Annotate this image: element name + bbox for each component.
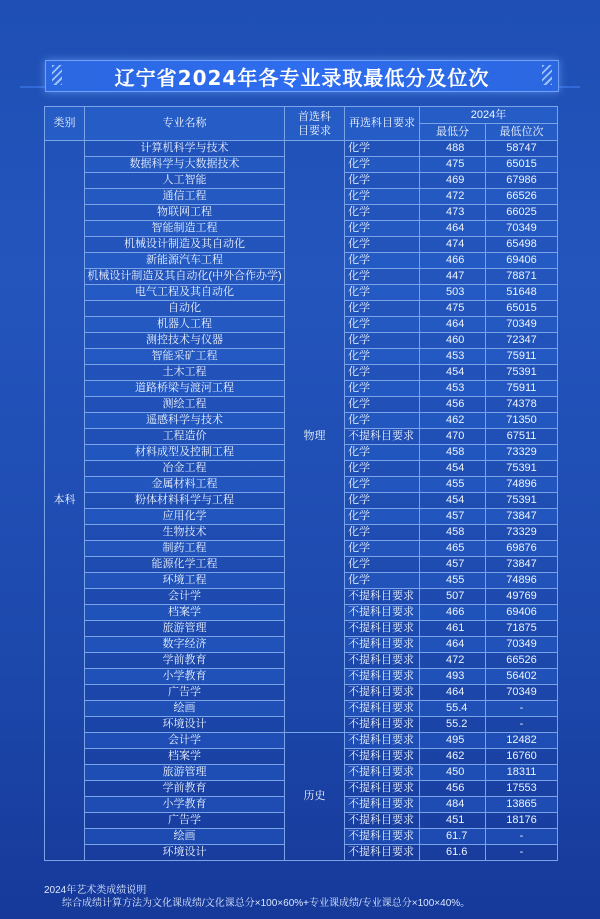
min-score-cell: 462 bbox=[420, 413, 486, 429]
min-rank-cell: 70349 bbox=[486, 221, 558, 237]
second-subject-cell: 化学 bbox=[345, 461, 420, 477]
major-cell: 机械设计制造及其自动化 bbox=[85, 237, 285, 253]
min-rank-cell: 58747 bbox=[486, 141, 558, 157]
second-subject-cell: 不提科目要求 bbox=[345, 429, 420, 445]
min-score-cell: 458 bbox=[420, 445, 486, 461]
min-rank-cell: 73329 bbox=[486, 525, 558, 541]
major-cell: 自动化 bbox=[85, 301, 285, 317]
header-category: 类别 bbox=[45, 107, 85, 141]
min-score-cell: 474 bbox=[420, 237, 486, 253]
second-subject-cell: 化学 bbox=[345, 557, 420, 573]
page-title: 辽宁省2024年各专业录取最低分及位次 bbox=[114, 65, 490, 90]
second-subject-cell: 化学 bbox=[345, 525, 420, 541]
min-rank-cell: - bbox=[486, 845, 558, 861]
min-rank-cell: 75391 bbox=[486, 493, 558, 509]
header-first-subject: 首选科目要求 bbox=[285, 107, 345, 141]
min-score-cell: 61.7 bbox=[420, 829, 486, 845]
min-rank-cell: 65015 bbox=[486, 157, 558, 173]
min-rank-cell: 75391 bbox=[486, 461, 558, 477]
min-rank-cell: 75911 bbox=[486, 349, 558, 365]
major-cell: 小学教育 bbox=[85, 669, 285, 685]
min-score-cell: 457 bbox=[420, 509, 486, 525]
second-subject-cell: 不提科目要求 bbox=[345, 781, 420, 797]
second-subject-cell: 化学 bbox=[345, 301, 420, 317]
min-rank-cell: - bbox=[486, 717, 558, 733]
min-score-cell: 454 bbox=[420, 461, 486, 477]
min-rank-cell: 66526 bbox=[486, 189, 558, 205]
min-rank-cell: 70349 bbox=[486, 317, 558, 333]
second-subject-cell: 化学 bbox=[345, 141, 420, 157]
min-score-cell: 472 bbox=[420, 189, 486, 205]
header-second-subject: 再选科目要求 bbox=[345, 107, 420, 141]
major-cell: 测绘工程 bbox=[85, 397, 285, 413]
min-rank-cell: 69876 bbox=[486, 541, 558, 557]
major-cell: 智能制造工程 bbox=[85, 221, 285, 237]
major-cell: 金属材料工程 bbox=[85, 477, 285, 493]
second-subject-cell: 不提科目要求 bbox=[345, 845, 420, 861]
min-rank-cell: 13865 bbox=[486, 797, 558, 813]
major-cell: 道路桥梁与渡河工程 bbox=[85, 381, 285, 397]
major-cell: 广告学 bbox=[85, 685, 285, 701]
major-cell: 通信工程 bbox=[85, 189, 285, 205]
min-score-cell: 475 bbox=[420, 301, 486, 317]
second-subject-cell: 化学 bbox=[345, 253, 420, 269]
second-subject-cell: 不提科目要求 bbox=[345, 701, 420, 717]
second-subject-cell: 化学 bbox=[345, 269, 420, 285]
major-cell: 生物技术 bbox=[85, 525, 285, 541]
major-cell: 物联网工程 bbox=[85, 205, 285, 221]
min-score-cell: 61.6 bbox=[420, 845, 486, 861]
notes-title: 2024年艺术类成绩说明 bbox=[44, 885, 147, 896]
major-cell: 测控技术与仪器 bbox=[85, 333, 285, 349]
min-rank-cell: 70349 bbox=[486, 685, 558, 701]
second-subject-cell: 不提科目要求 bbox=[345, 637, 420, 653]
second-subject-cell: 不提科目要求 bbox=[345, 717, 420, 733]
second-subject-cell: 化学 bbox=[345, 221, 420, 237]
major-cell: 环境设计 bbox=[85, 845, 285, 861]
second-subject-cell: 化学 bbox=[345, 349, 420, 365]
min-rank-cell: 70349 bbox=[486, 637, 558, 653]
major-cell: 学前教育 bbox=[85, 781, 285, 797]
min-score-cell: 450 bbox=[420, 765, 486, 781]
min-score-cell: 461 bbox=[420, 621, 486, 637]
major-cell: 环境工程 bbox=[85, 573, 285, 589]
second-subject-cell: 化学 bbox=[345, 445, 420, 461]
major-cell: 广告学 bbox=[85, 813, 285, 829]
min-rank-cell: 51648 bbox=[486, 285, 558, 301]
major-cell: 材料成型及控制工程 bbox=[85, 445, 285, 461]
major-cell: 环境设计 bbox=[85, 717, 285, 733]
min-score-cell: 495 bbox=[420, 733, 486, 749]
min-score-cell: 447 bbox=[420, 269, 486, 285]
major-cell: 旅游管理 bbox=[85, 765, 285, 781]
header-min-score: 最低分 bbox=[420, 124, 486, 141]
second-subject-cell: 化学 bbox=[345, 381, 420, 397]
second-subject-cell: 化学 bbox=[345, 173, 420, 189]
min-rank-cell: 73847 bbox=[486, 509, 558, 525]
table-header bbox=[45, 107, 558, 141]
min-score-cell: 456 bbox=[420, 397, 486, 413]
min-rank-cell: 74378 bbox=[486, 397, 558, 413]
min-score-cell: 457 bbox=[420, 557, 486, 573]
min-score-cell: 454 bbox=[420, 365, 486, 381]
second-subject-cell: 化学 bbox=[345, 573, 420, 589]
major-cell: 小学教育 bbox=[85, 797, 285, 813]
min-score-cell: 455 bbox=[420, 573, 486, 589]
min-rank-cell: 49769 bbox=[486, 589, 558, 605]
header-year: 2024年 bbox=[420, 107, 558, 124]
major-cell: 数字经济 bbox=[85, 637, 285, 653]
header-major: 专业名称 bbox=[85, 107, 285, 141]
min-rank-cell: 71875 bbox=[486, 621, 558, 637]
second-subject-cell: 不提科目要求 bbox=[345, 829, 420, 845]
major-cell: 遥感科学与技术 bbox=[85, 413, 285, 429]
major-cell: 人工智能 bbox=[85, 173, 285, 189]
min-rank-cell: 73847 bbox=[486, 557, 558, 573]
min-score-cell: 454 bbox=[420, 493, 486, 509]
min-score-cell: 488 bbox=[420, 141, 486, 157]
major-cell: 机器人工程 bbox=[85, 317, 285, 333]
title-banner bbox=[45, 60, 559, 92]
second-subject-cell: 不提科目要求 bbox=[345, 685, 420, 701]
min-score-cell: 466 bbox=[420, 253, 486, 269]
major-cell: 旅游管理 bbox=[85, 621, 285, 637]
table-row bbox=[45, 141, 558, 157]
second-subject-cell: 化学 bbox=[345, 493, 420, 509]
major-cell: 档案学 bbox=[85, 749, 285, 765]
second-subject-cell: 不提科目要求 bbox=[345, 797, 420, 813]
min-score-cell: 493 bbox=[420, 669, 486, 685]
min-score-cell: 453 bbox=[420, 381, 486, 397]
second-subject-cell: 化学 bbox=[345, 317, 420, 333]
min-score-cell: 466 bbox=[420, 605, 486, 621]
min-score-cell: 503 bbox=[420, 285, 486, 301]
major-cell: 制药工程 bbox=[85, 541, 285, 557]
min-score-cell: 456 bbox=[420, 781, 486, 797]
major-cell: 能源化学工程 bbox=[85, 557, 285, 573]
min-score-cell: 470 bbox=[420, 429, 486, 445]
major-cell: 粉体材料科学与工程 bbox=[85, 493, 285, 509]
major-cell: 数据科学与大数据技术 bbox=[85, 157, 285, 173]
min-rank-cell: 74896 bbox=[486, 477, 558, 493]
table-body bbox=[45, 141, 558, 861]
min-rank-cell: 69406 bbox=[486, 253, 558, 269]
min-rank-cell: 56402 bbox=[486, 669, 558, 685]
min-score-cell: 55.4 bbox=[420, 701, 486, 717]
min-rank-cell: 67986 bbox=[486, 173, 558, 189]
second-subject-cell: 不提科目要求 bbox=[345, 605, 420, 621]
major-cell: 会计学 bbox=[85, 589, 285, 605]
header-min-rank: 最低位次 bbox=[486, 124, 558, 141]
second-subject-cell: 不提科目要求 bbox=[345, 653, 420, 669]
second-subject-cell: 化学 bbox=[345, 237, 420, 253]
major-cell: 绘画 bbox=[85, 829, 285, 845]
notes-formula: 综合成绩计算方法为文化课成绩/文化课总分×100×60%+专业课成绩/专业课总分×100×40%。 bbox=[62, 898, 471, 909]
notes bbox=[44, 884, 470, 910]
major-cell: 电气工程及其自动化 bbox=[85, 285, 285, 301]
major-cell: 机械设计制造及其自动化(中外合作办学) bbox=[85, 269, 285, 285]
min-rank-cell: 65498 bbox=[486, 237, 558, 253]
min-score-cell: 464 bbox=[420, 685, 486, 701]
second-subject-cell: 化学 bbox=[345, 285, 420, 301]
min-score-cell: 453 bbox=[420, 349, 486, 365]
min-rank-cell: 18311 bbox=[486, 765, 558, 781]
major-cell: 冶金工程 bbox=[85, 461, 285, 477]
major-cell: 计算机科学与技术 bbox=[85, 141, 285, 157]
min-score-cell: 460 bbox=[420, 333, 486, 349]
second-subject-cell: 化学 bbox=[345, 413, 420, 429]
min-rank-cell: 71350 bbox=[486, 413, 558, 429]
major-cell: 会计学 bbox=[85, 733, 285, 749]
major-cell: 智能采矿工程 bbox=[85, 349, 285, 365]
major-cell: 学前教育 bbox=[85, 653, 285, 669]
min-rank-cell: - bbox=[486, 701, 558, 717]
second-subject-cell: 化学 bbox=[345, 477, 420, 493]
min-score-cell: 472 bbox=[420, 653, 486, 669]
min-score-cell: 507 bbox=[420, 589, 486, 605]
min-score-cell: 464 bbox=[420, 221, 486, 237]
major-cell: 工程造价 bbox=[85, 429, 285, 445]
subject-cell-history: 历史 bbox=[285, 733, 345, 861]
major-cell: 土木工程 bbox=[85, 365, 285, 381]
min-score-cell: 462 bbox=[420, 749, 486, 765]
second-subject-cell: 化学 bbox=[345, 189, 420, 205]
min-score-cell: 484 bbox=[420, 797, 486, 813]
second-subject-cell: 化学 bbox=[345, 365, 420, 381]
min-rank-cell: 74896 bbox=[486, 573, 558, 589]
min-score-cell: 465 bbox=[420, 541, 486, 557]
min-rank-cell: 78871 bbox=[486, 269, 558, 285]
second-subject-cell: 不提科目要求 bbox=[345, 765, 420, 781]
subject-cell-physics: 物理 bbox=[285, 141, 345, 733]
min-rank-cell: 65015 bbox=[486, 301, 558, 317]
min-rank-cell: 66025 bbox=[486, 205, 558, 221]
second-subject-cell: 化学 bbox=[345, 509, 420, 525]
second-subject-cell: 不提科目要求 bbox=[345, 813, 420, 829]
second-subject-cell: 化学 bbox=[345, 157, 420, 173]
min-rank-cell: 75911 bbox=[486, 381, 558, 397]
second-subject-cell: 化学 bbox=[345, 397, 420, 413]
min-rank-cell: 67511 bbox=[486, 429, 558, 445]
min-score-cell: 464 bbox=[420, 637, 486, 653]
min-rank-cell: 75391 bbox=[486, 365, 558, 381]
admission-table bbox=[44, 106, 558, 861]
table-row bbox=[45, 733, 558, 749]
min-score-cell: 475 bbox=[420, 157, 486, 173]
second-subject-cell: 化学 bbox=[345, 541, 420, 557]
min-rank-cell: 69406 bbox=[486, 605, 558, 621]
category-cell: 本科 bbox=[45, 141, 85, 861]
min-score-cell: 458 bbox=[420, 525, 486, 541]
min-rank-cell: 18176 bbox=[486, 813, 558, 829]
min-rank-cell: 17553 bbox=[486, 781, 558, 797]
min-score-cell: 455 bbox=[420, 477, 486, 493]
second-subject-cell: 不提科目要求 bbox=[345, 589, 420, 605]
major-cell: 档案学 bbox=[85, 605, 285, 621]
major-cell: 新能源汽车工程 bbox=[85, 253, 285, 269]
min-score-cell: 464 bbox=[420, 317, 486, 333]
min-score-cell: 451 bbox=[420, 813, 486, 829]
min-rank-cell: 16760 bbox=[486, 749, 558, 765]
second-subject-cell: 化学 bbox=[345, 333, 420, 349]
major-cell: 应用化学 bbox=[85, 509, 285, 525]
major-cell: 绘画 bbox=[85, 701, 285, 717]
min-score-cell: 469 bbox=[420, 173, 486, 189]
min-score-cell: 473 bbox=[420, 205, 486, 221]
min-rank-cell: 66526 bbox=[486, 653, 558, 669]
min-rank-cell: 72347 bbox=[486, 333, 558, 349]
min-rank-cell: 73329 bbox=[486, 445, 558, 461]
second-subject-cell: 不提科目要求 bbox=[345, 621, 420, 637]
second-subject-cell: 不提科目要求 bbox=[345, 733, 420, 749]
second-subject-cell: 不提科目要求 bbox=[345, 749, 420, 765]
min-score-cell: 55.2 bbox=[420, 717, 486, 733]
min-rank-cell: 12482 bbox=[486, 733, 558, 749]
second-subject-cell: 化学 bbox=[345, 205, 420, 221]
second-subject-cell: 不提科目要求 bbox=[345, 669, 420, 685]
min-rank-cell: - bbox=[486, 829, 558, 845]
